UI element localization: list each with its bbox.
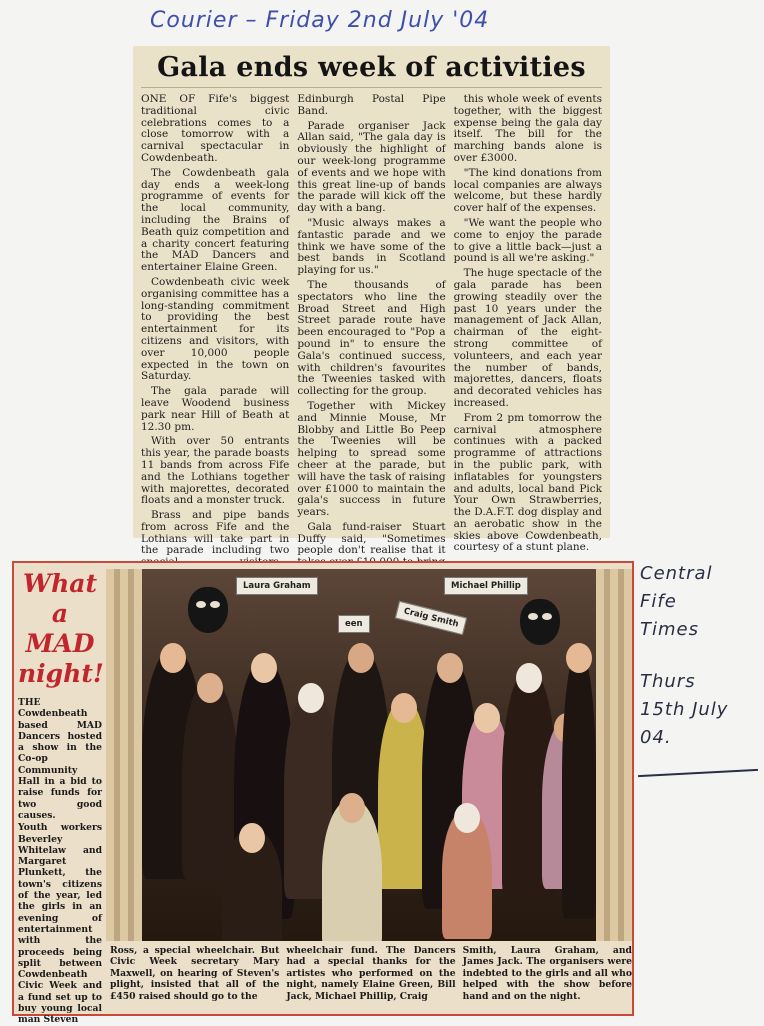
dancer-face <box>566 643 592 673</box>
name-sign: Laura Graham <box>236 577 318 595</box>
paragraph: ONE OF Fife's biggest traditional civic celebrations comes to a close tomorrow with a carnival spectacular in Cowdenbeath. <box>141 93 290 164</box>
paragraph: With over 50 entrants this year, the parade boasts 11 bands from across Fife and the Lothians together with majorettes, decorated floats and a monster truck. <box>141 435 290 507</box>
gala-column-3 <box>454 94 602 584</box>
dancer-figure <box>222 829 282 941</box>
mad-night-headline: What a MAD night! <box>18 569 104 688</box>
dancers-group-photo <box>106 569 632 941</box>
handwritten-side-source: Central Fife Times <box>640 563 713 640</box>
gala-column-1 <box>141 94 289 584</box>
paragraph: "We want the people who come to enjoy the parade to give a little back—just a pound is all we're asking." <box>453 216 602 265</box>
paragraph: The Cowdenbeath gala day ends a week-long programme of events for the local community, including the Brains of Beath quiz competition and a charity concert featuring the MAD Dancers and entertainer Elaine Green. <box>141 166 290 274</box>
stage-curtain-right <box>596 569 632 941</box>
name-sign: Craig Smith <box>395 601 467 635</box>
paragraph: Gala fund-raiser Stuart Duffy said, "Sometimes people don't realise that it <box>297 520 446 557</box>
mad-night-clipping <box>12 561 634 1026</box>
gala-column-2 <box>297 94 445 584</box>
paragraph: The huge spectacle of the gala parade has been growing steadily over the past 10 years under the management of Jack Allan, chairman of the eight-strong committee of volunteers, and each year the number of bands, majorettes, dancers, floats and decorated vehicles has increased. <box>453 267 602 409</box>
paragraph: The gala parade will leave Woodend business park near Hill of Beath at 12.30 pm. <box>141 385 290 433</box>
dancer-face <box>298 683 324 713</box>
mad-night-sidebar <box>14 563 106 1026</box>
paragraph: Parade organiser Jack Allan said, "The gala day is obviously the highlight of our week-long programme of events and we hope with this great line-up of bands the parade will kick off the day with a bang. <box>297 119 446 215</box>
mad-night-body <box>18 697 102 1026</box>
gala-columns <box>141 94 602 584</box>
paragraph: Youth workers Beverley Whitelaw and Margaret Plunkett, the town's citizens of the year, led the girls in an evening of entertainment with the proceeds being split between Cowdenbeath Civic Week and a fund set up to buy young local man Steven <box>18 822 102 1026</box>
photo-caption <box>110 945 632 1013</box>
dancer-face <box>454 803 480 833</box>
caption-column-3: Smith, Laura Graham, and James Jack. The organisers were indebted to the girls and all who helped with the show before hand and on the night. <box>462 945 632 1002</box>
dancer-face <box>339 793 365 823</box>
caption-column-2: wheelchair fund. The Dancers had a special thanks for the artistes who performed on the night, namely Elaine Green, Bill Jack, Michael Phillip, Craig <box>286 945 456 1002</box>
paragraph: Edinburgh Postal Pipe Band. <box>297 93 446 117</box>
dancer-face <box>197 673 223 703</box>
handwritten-source-note: Courier – Friday 2nd July '04 <box>150 8 490 33</box>
name-sign: Michael Phillip <box>444 577 528 595</box>
paragraph: this whole week of events together, with the biggest expense being the gala day itself. The bill for the marching bands alone is over £3000. <box>453 93 602 164</box>
dancers-figures <box>142 639 596 941</box>
gala-article-clipping <box>133 46 610 557</box>
dancer-figure <box>562 649 596 919</box>
paragraph: THE Cowdenbeath based MAD Dancers hosted a show in the Co-op Community Hall in a bid to raise funds for two good causes. <box>18 697 102 821</box>
paragraph: "The kind donations from local companies are always welcome, but these hardly cover half of the expenses. <box>453 166 602 215</box>
paragraph: Together with Mickey and Minnie Mouse, Mr Blobby and Little Bo Peep the Tweenies will be helping to spread some cheer at the parade, but will have the task of raising over £1000 to maintain the gala's success in future years. <box>297 399 446 519</box>
name-sign: een <box>338 615 370 633</box>
dancer-face <box>251 653 277 683</box>
dancer-face <box>348 643 374 673</box>
dancer-face <box>239 823 265 853</box>
caption-column-1: Ross, a special wheelchair. But Civic Week secretary Mary Maxwell, on hearing of Steven's plight, insisted that all of the £450 raised should go to the <box>110 945 280 1002</box>
paragraph: Brass and pipe bands from across Fife and the Lothians will take part in the parade including two <box>141 509 290 557</box>
drama-mask-icon <box>188 587 228 633</box>
paragraph: "Music always makes a fantastic parade and we think we have some of the best bands in Scotland playing for us." <box>297 216 446 277</box>
stage-curtain-left <box>106 569 142 941</box>
paragraph: From 2 pm tomorrow the carnival atmosphere continues with a packed programme of attractions in the public park, with inflatables for youngsters and adults, local band Pick Your Own Strawberries, the D.A.F.T. dog display and an aerobatic show in the skies above Cowdenbeath, courtesy of a stunt plane. <box>453 411 602 554</box>
dancer-face <box>437 653 463 683</box>
dancer-figure <box>322 799 382 941</box>
dancer-face <box>160 643 186 673</box>
dancer-face <box>516 663 542 693</box>
handwritten-underline <box>638 769 758 777</box>
handwritten-side-date: Thurs 15th July 04. <box>640 671 729 748</box>
dancer-figure <box>442 809 492 939</box>
dancer-face <box>391 693 417 723</box>
dancer-face <box>474 703 500 733</box>
paragraph: Cowdenbeath civic week organising committee has a long-standing commitment to providing the best entertainment for its citizens and visitors, with over 10,000 people expected in the town on Saturday. <box>141 275 290 383</box>
gala-headline: Gala ends week of activities <box>141 52 602 88</box>
paragraph: The thousands of spectators who line the Broad Street and High Street parade route have been encouraged to "Pop a pound in" to ensure the Gala's continued success, with children's favourites the Tweenies tasked with collecting for the group. <box>297 278 446 398</box>
